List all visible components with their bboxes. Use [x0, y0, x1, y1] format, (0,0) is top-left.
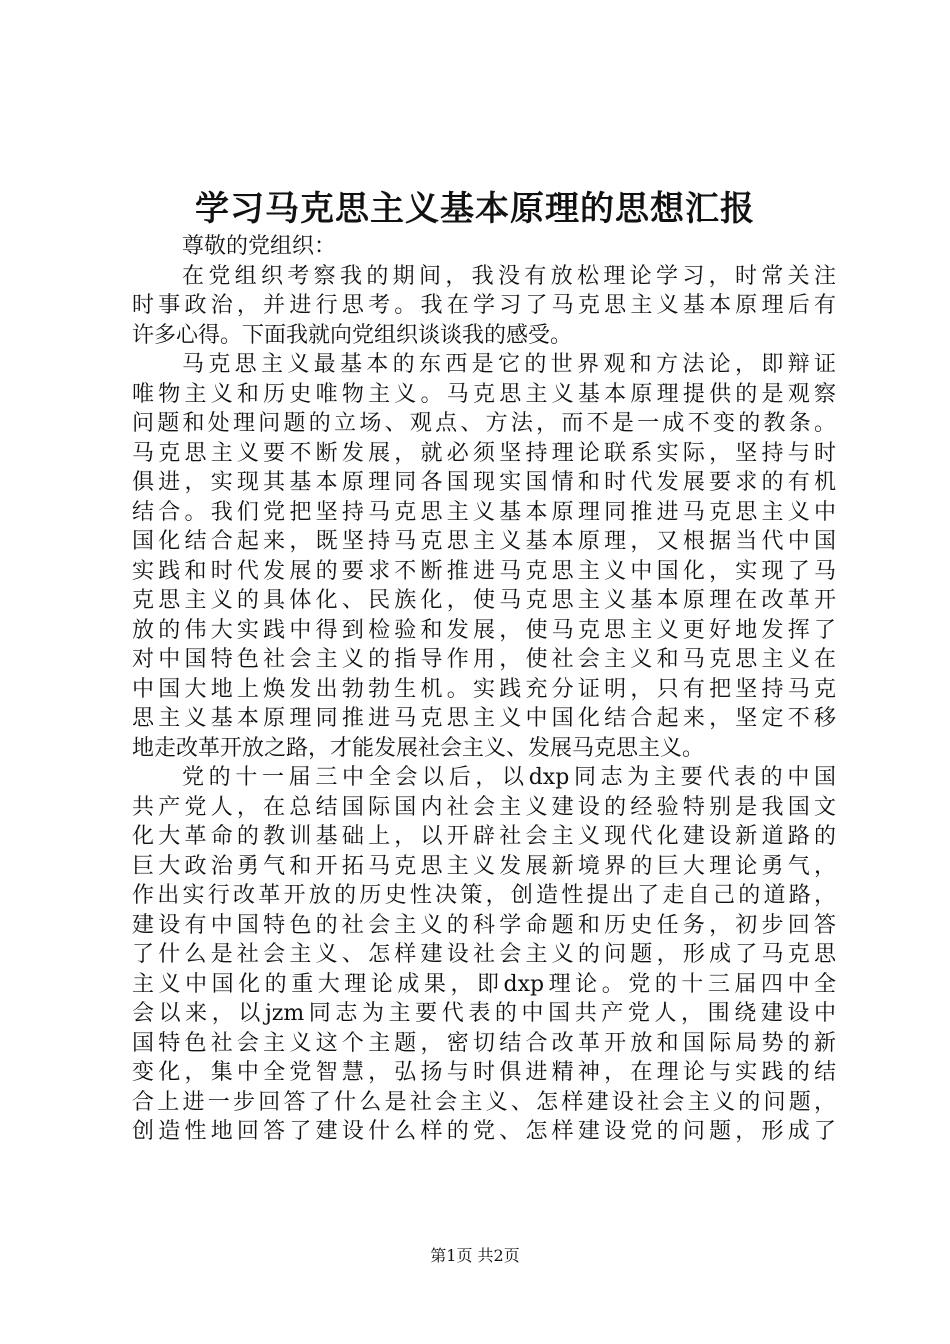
text-line: 主义中国化的重大理论成果，即dxp理论。党的十三届四中全 [132, 971, 836, 997]
text-line: 问题和处理问题的立场、观点、方法，而不是一成不变的教条。 [132, 411, 836, 436]
text-line: 国特色社会主义这个主题，密切结合改革开放和国际局势的新 [132, 1030, 836, 1056]
text-line: 结合。我们党把坚持马克思主义基本原理同推进马克思主义中 [132, 499, 836, 525]
text-line: 党的十一届三中全会以后，以dxp同志为主要代表的中国 [182, 765, 836, 790]
text-line: 许多心得。下面我就向党组织谈谈我的感受。 [132, 322, 573, 348]
text-line: 合上进一步回答了什么是社会主义、怎样建设社会主义的问题， [132, 1089, 836, 1115]
text-line: 唯物主义和历史唯物主义。马克思主义基本原理提供的是观察 [132, 381, 836, 407]
text-line: 共产党人，在总结国际国内社会主义建设的经验特别是我国文 [132, 794, 836, 820]
text-line: 中国大地上焕发出勃勃生机。实践充分证明，只有把坚持马克 [132, 676, 836, 702]
document-title: 学习马克思主义基本原理的思想汇报 [195, 189, 755, 229]
text-line: 建设有中国特色的社会主义的科学命题和历史任务，初步回答 [132, 912, 836, 938]
text-line: 在党组织考察我的期间，我没有放松理论学习，时常关注 [182, 263, 836, 289]
page-footer: 第1页 共2页 [430, 1246, 520, 1265]
text-line: 马克思主义要不断发展，就必须坚持理论联系实际，坚持与时 [132, 440, 836, 466]
text-line: 思主义基本原理同推进马克思主义中国化结合起来，坚定不移 [132, 706, 836, 731]
text-line: 俱进，实现其基本原理同各国现实国情和时代发展要求的有机 [132, 470, 836, 495]
text-line: 时事政治，并进行思考。我在学习了马克思主义基本原理后有 [132, 293, 836, 318]
text-line: 化大革命的教训基础上，以开辟社会主义现代化建设新道路的 [132, 824, 836, 849]
document-body [132, 232, 836, 1147]
text-line: 巨大政治勇气和开拓马克思主义发展新境界的巨大理论勇气， [132, 853, 836, 879]
text-line: 国化结合起来，既坚持马克思主义基本原理，又根据当代中国 [132, 529, 836, 554]
text-line: 马克思主义最基本的东西是它的世界观和方法论，即辩证 [182, 352, 836, 377]
text-line: 对中国特色社会主义的指导作用，使社会主义和马克思主义在 [132, 647, 836, 672]
text-line: 创造性地回答了建设什么样的党、怎样建设党的问题，形成了 [132, 1119, 836, 1144]
text-line: 变化，集中全党智慧，弘扬与时俱进精神，在理论与实践的结 [132, 1060, 836, 1085]
text-line: 作出实行改革开放的历史性决策，创造性提出了走自己的道路， [132, 883, 836, 908]
text-line: 克思主义的具体化、民族化，使马克思主义基本原理在改革开 [132, 588, 836, 613]
salutation-line: 尊敬的党组织： [182, 234, 337, 259]
text-line: 放的伟大实践中得到检验和发展，使马克思主义更好地发挥了 [132, 617, 836, 643]
text-line: 实践和时代发展的要求不断推进马克思主义中国化，实现了马 [132, 558, 836, 584]
text-line: 地走改革开放之路，才能发展社会主义、发展马克思主义。 [132, 735, 705, 761]
text-line: 会以来，以jzm同志为主要代表的中国共产党人，围绕建设中 [132, 1001, 836, 1026]
text-line: 了什么是社会主义、怎样建设社会主义的问题，形成了马克思 [132, 942, 836, 967]
